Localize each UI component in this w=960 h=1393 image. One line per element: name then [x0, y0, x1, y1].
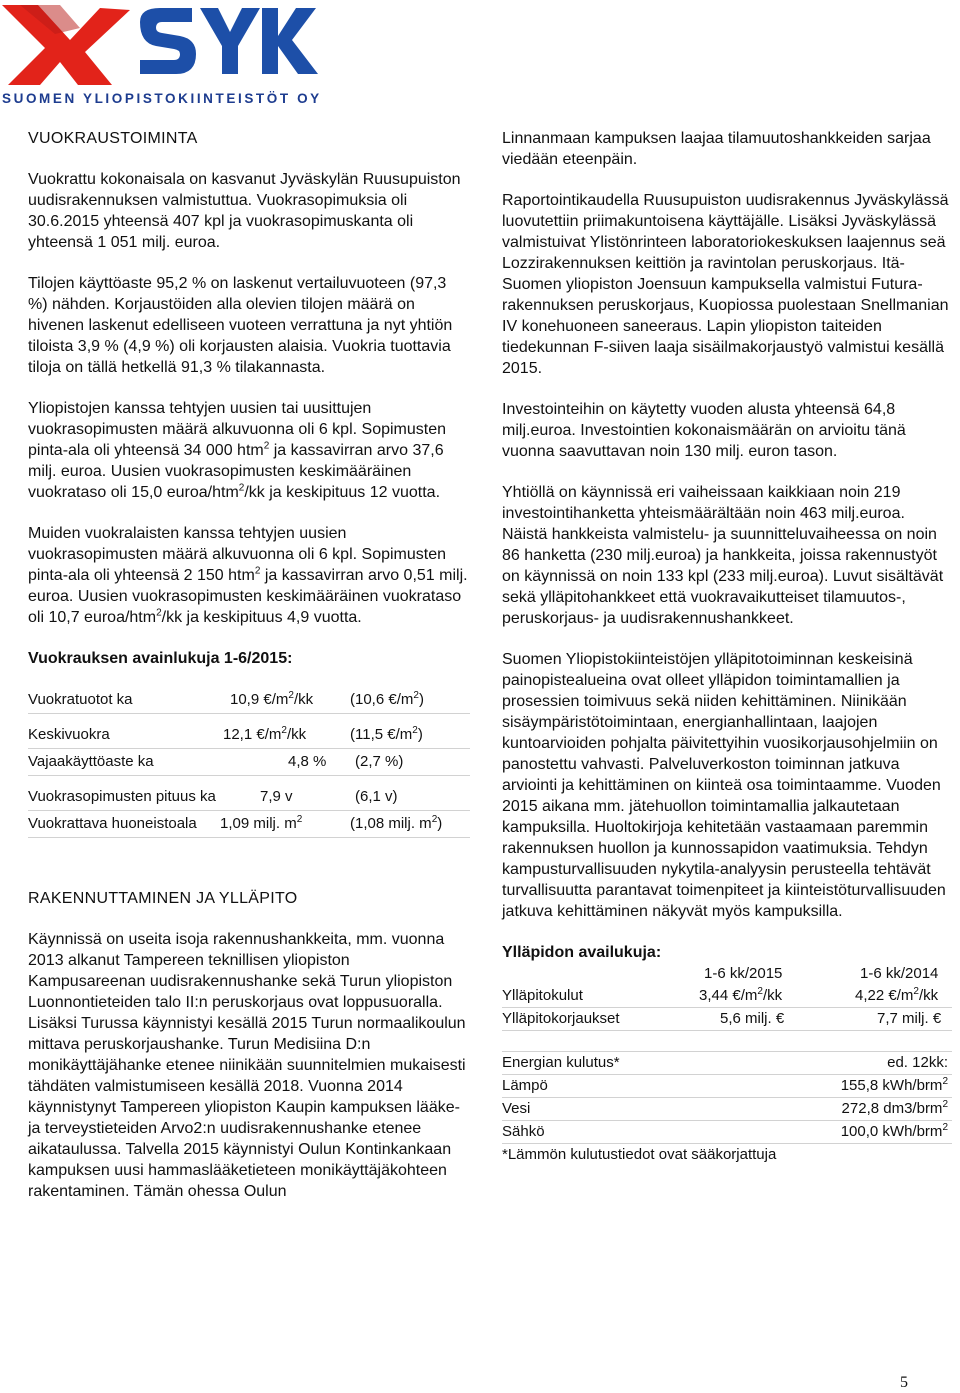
- paragraph: Raportointikaudella Ruusupuiston uudisrakennus Jyväskylässä luovutettiin priimakuntoisena käyttäjälle. Lisäksi Jyväskylässä valmistuivat Ylistönrinteen laboratoriokeskuksen laajennus seä Lozzirakennuksen keittiön ja ravintolan peruskorjaus. Itä-Suomen yliopiston Joensuun kampuksella valmistui Futura-rakennuksen peruskorjaus, Kuopiossa puolestaan Snellmanian IV konehuoneen saneeraus. Lapin yliopiston taiteiden tiedekunnan F-siiven laaja sisäilmakorjaustyö valmistui kesällä 2015.: [502, 192, 949, 377]
- paragraph: Yhtiöllä on käynnissä eri vaiheissaan kaikkiaan noin 219 investointihanketta yhteismäärältään noin 463 milj.euroa. Näistä hankkeista valmistelu- ja suunnitteluvaiheessa on noin 86 hanketta (230 milj.euroa) ja hankkeita, joissa rakennustyöt on käynnissä on noin 133 kpl (233 milj.euroa). Luvut sisältävät sekä ylläpitohankkeet että vuokravaikutteiset tilamuutos-, peruskorjaus- ja uudisrakennushankkeet.: [502, 484, 944, 627]
- paragraph: Muiden vuokralaisten kanssa tehtyjen uusien vuokrasopimusten määrä alkuvuonna oli 6 kpl. Sopimusten pinta-ala oli yhteensä 2 150 htm$^2$ ja kassavirran arvo 0,51 milj. euroa. Uusien vuokrasopimusten keskimääräinen vuokrataso oli 10,7 euroa/htm$^2$/kk ja keskipituus 4,9 vuotta.: [28, 525, 468, 626]
- kpi-value: 1,09 milj. $m^2$: [220, 814, 303, 832]
- column-header: 1-6 kk/2014: [860, 965, 939, 982]
- kpi-row: [28, 749, 470, 776]
- energy-label: Energian kulutus*: [502, 1054, 620, 1071]
- maintenance-table: [502, 963, 952, 1166]
- section-heading-rakennuttaminen: RAKENNUTTAMINEN JA YLLÄPITO: [28, 890, 298, 907]
- kpi-value: 4,8 %: [288, 753, 327, 770]
- page-number: 5: [900, 1374, 908, 1391]
- row-value-2014: 4,22 $€/m^2/kk$: [855, 986, 939, 1004]
- kpi-row: [28, 784, 470, 811]
- kpi-prev: (6,1 v): [355, 788, 398, 805]
- paragraph: Vuokrattu kokonaisala on kasvanut Jyväskylän Ruusupuiston uudisrakennuksen valmistuttua. Vuokrasopimuksia oli 30.6.2015 yhteensä 407 kpl ja vuokrasopimuskanta oli yhteensä 1 051 milj. euroa.: [28, 171, 461, 251]
- row-value-2015: 3,44 $€/m^2/kk$: [699, 986, 783, 1004]
- energy-row: [502, 1098, 952, 1121]
- kpi-label: Vuokrattava huoneistoala: [28, 815, 197, 832]
- row-label: Ylläpitokulut: [502, 987, 583, 1004]
- paragraph: Yliopistojen kanssa tehtyjen uusien tai uusittujen vuokrasopimusten määrä alkuvuonna oli 6 kpl. Sopimusten pinta-ala oli yhteensä 34 000 htm$^2$ ja kassavirran arvo 37,6 milj. euroa. Uusien vuokrasopimusten keskimääräinen vuokrataso oli 15,0 euroa/htm$^2$/kk ja keskipituus 12 vuotta.: [28, 400, 447, 501]
- kpi-value: 7,9 v: [260, 788, 293, 805]
- maintenance-row: [502, 985, 952, 1008]
- kpi-label: Keskivuokra: [28, 726, 110, 743]
- kpi-table: [28, 687, 470, 838]
- row-label: Lämpö: [502, 1077, 548, 1094]
- column-header: ed. 12kk:: [887, 1054, 948, 1071]
- kpi-prev: (10,6 $€/m^2$): [350, 690, 424, 708]
- paragraph: Investointeihin on käytetty vuoden alusta yhteensä 64,8 milj.euroa. Investointien kokonaismäärän on arvioitu tänä vuonna saavuttavan noin 130 milj. euron tason.: [502, 401, 906, 460]
- kpi-row: [28, 687, 470, 714]
- energy-row: [502, 1121, 952, 1144]
- kpi-row: [28, 722, 470, 749]
- paragraph: Suomen Yliopistokiinteistöjen ylläpitotoiminnan keskeisinä painopistealueina ovat olleet ylläpidon toimintamallien ja prosessien toimivuus sekä niiden kehittäminen. Niinikään sisäympäristötoimintaan, energianhallintaan, laajojen kuntoarvioiden pohjalta päivitettyihin vuosikorjausohjelmiin on panostettu vahvasti. Palveluverkoston toiminnan jatkuva arviointi ja kehittäminen on kiinteä osa toimintaamme. Vuoden 2015 aikana mm. jätehuollon toimintamallia jalkautetaan kampuksilla. Huoltokirjoja kehitetään vastaamaan paremmin rakennuksen huollon ja kunnossapidon vaatimuksia. Tehdyn kampusturvallisuuden nykytila-analyysin perusteella tehtävät turvallisuutta parantavat toimenpiteet ja kiinteistöturvallisuuden jatkuva kehittäminen näkyvät myös kampuksilla.: [502, 651, 946, 920]
- right-column: [502, 128, 952, 1166]
- kpi-prev: (1,08 milj. $m^2$): [350, 814, 443, 832]
- logo-tagline: SUOMEN YLIOPISTOKIINTEISTÖT OY: [2, 91, 322, 106]
- column-header: 1-6 kk/2015: [704, 965, 783, 982]
- kpi-prev: (11,5 $€/m^2$): [350, 725, 423, 743]
- kpi-label: Vuokratuotot ka: [28, 691, 133, 708]
- kpi-row: [28, 811, 470, 838]
- company-logo: [0, 0, 320, 110]
- energy-row: [502, 1075, 952, 1098]
- kpi-title: Vuokrauksen avainlukuja 1-6/2015:: [28, 650, 293, 667]
- kpi-value: 10,9 $€/m^2/kk$: [230, 690, 314, 708]
- row-value: 100,0 kWh/brm$^2$: [840, 1122, 948, 1140]
- paragraph: Linnanmaan kampuksen laajaa tilamuutoshankkeiden sarjaa viedään eteenpäin.: [502, 130, 931, 168]
- row-label: Ylläpitokorjaukset: [502, 1010, 620, 1027]
- section-heading-vuokraustoiminta: VUOKRAUSTOIMINTA: [28, 130, 198, 147]
- row-label: Sähkö: [502, 1123, 545, 1140]
- maintenance-title: Ylläpidon availukuja:: [502, 944, 662, 961]
- footnote: *Lämmön kulutustiedot ovat sääkorjattuja: [502, 1146, 777, 1163]
- row-label: Vesi: [502, 1100, 531, 1117]
- row-value: 272,8 dm3/brm$^2$: [841, 1099, 948, 1117]
- kpi-value: 12,1 $€/m^2/kk$: [223, 725, 307, 743]
- paragraph: Käynnissä on useita isoja rakennushankkeita, mm. vuonna 2013 alkanut Tampereen teknillisen yliopiston Kampusareenan uudisrakennushanke sekä Turun yliopiston Luonnontieteiden talo II:n peruskorjaus ovat loppusuoralla. Lisäksi Turussa käynnistyi kesällä 2015 Turun normaalikoulun mittava peruskorjaushanke. Turun Medisiina D:n monikäyttäjähanke etenee niinikään suunnitelmien mukaisesti tähdäten valmistumiseen kesällä 2018. Vuonna 2014 käynnistynyt Tampereen yliopiston Kaupin kampuksen lääke- ja terveystieteiden Arvo2:n uudisrakennushanke etenee aikataulussa. Talvella 2015 käynnistyi Oulun Kontinkankaan kampuksen uusi hammaslääketieteen monikäyttäjäkohteen rakentaminen. Tämän ohessa Oulun: [28, 931, 466, 1200]
- kpi-prev: (2,7 %): [355, 753, 404, 770]
- row-value-2015: 5,6 milj. €: [720, 1010, 785, 1027]
- kpi-label: Vajaakäyttöaste ka: [28, 753, 154, 770]
- maintenance-row: [502, 1008, 952, 1031]
- energy-header-row: [502, 1052, 952, 1075]
- row-value: 155,8 kWh/brm$^2$: [840, 1076, 948, 1094]
- left-column: [28, 128, 470, 1222]
- paragraph: Tilojen käyttöaste 95,2 % on laskenut vertailuvuoteen (97,3 %) nähden. Korjaustöiden alla olevien tilojen määrä on hivenen laskenut edelliseen vuoteen verrattuna ja nyt yhtiön tiloista 3,9 % (4,9 %) oli korjausten alaisia. Vuokria tuottavia tiloja on tällä hetkellä 91,3 % tilakannasta.: [28, 275, 453, 376]
- row-value-2014: 7,7 milj. €: [877, 1010, 942, 1027]
- kpi-label: Vuokrasopimusten pituus ka: [28, 788, 216, 805]
- syk-logo-icon: [0, 0, 320, 95]
- maintenance-header-row: [502, 963, 952, 985]
